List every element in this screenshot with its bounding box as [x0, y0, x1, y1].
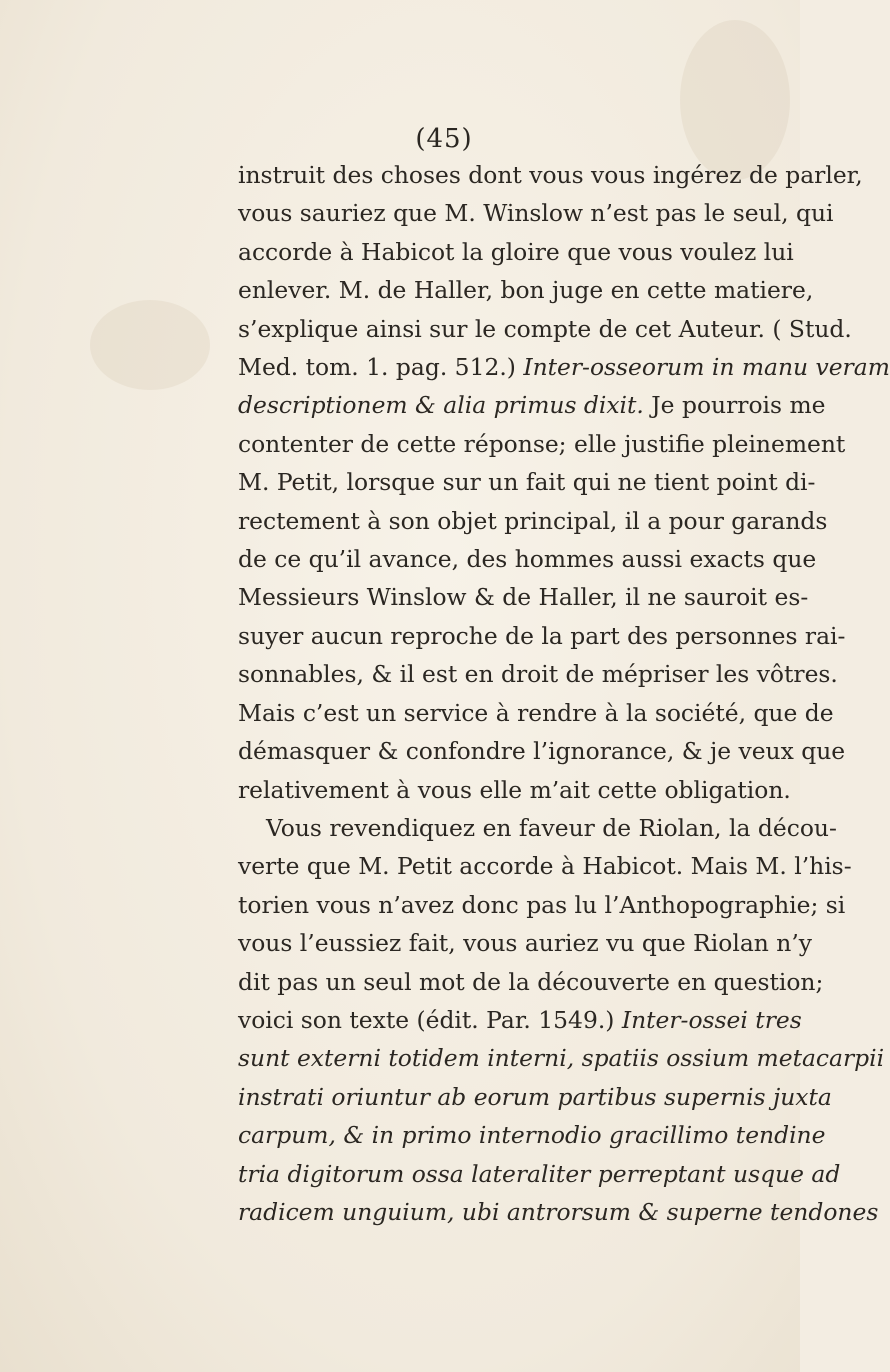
text-line: instruit des choses dont vous vous ingérez de parler, — [238, 161, 863, 189]
text-line — [238, 386, 826, 424]
text-line: accorde à Habicot la gloire que vous voulez lui — [238, 237, 794, 266]
text-line: enlever. M. de Haller, bon juge en cette matiere, — [238, 276, 814, 305]
roman-text: voici son texte (édit. Par. 1549.) — [238, 1005, 622, 1034]
italic-text: Inter-ossei tres — [621, 1005, 802, 1034]
text-line: instrati oriuntur ab eorum partibus supernis juxta — [238, 1082, 832, 1111]
text-line: s’explique ainsi sur le compte de cet Auteur. ( Stud. — [238, 314, 852, 343]
roman-text: Je pourrois me — [643, 391, 826, 420]
text-line: sonnables, & il est en droit de mépriser les vôtres. — [238, 660, 838, 689]
text-line: M. Petit, lorsque sur un fait qui ne tient point di- — [238, 468, 816, 497]
page-number: (45) — [415, 124, 473, 154]
text-body — [238, 156, 890, 1231]
text-line: démasquer & confondre l’ignorance, & je veux que — [238, 737, 846, 766]
text-line: vous sauriez que M. Winslow n’est pas le seul, qui — [238, 199, 834, 228]
text-line: tria digitorum ossa lateraliter perreptant usque ad — [238, 1159, 841, 1188]
text-line: vous l’eussiez fait, vous auriez vu que Riolan n’y — [238, 929, 812, 958]
roman-text: Med. tom. 1. pag. 512.) — [238, 353, 524, 382]
text-line: suyer aucun reproche de la part des personnes rai- — [238, 621, 846, 650]
text-line: radicem unguium, ubi antrorsum & superne tendones — [238, 1197, 879, 1226]
text-line: contenter de cette réponse; elle justifie pleinement — [238, 429, 846, 458]
text-line: verte que M. Petit accorde à Habicot. Mais M. l’his- — [238, 852, 852, 881]
paper-stain — [90, 300, 210, 390]
text-line: sunt externi totidem interni, spatiis ossium metacarpii — [238, 1044, 885, 1073]
text-line: dit pas un seul mot de la découverte en question; — [238, 967, 824, 996]
text-line: Vous revendiquez en faveur de Riolan, la décou- — [266, 813, 837, 842]
italic-text: Inter-osseorum in manu veram — [523, 353, 890, 382]
text-line: torien vous n’avez donc pas lu l’Anthopographie; si — [238, 890, 846, 919]
italic-text: descriptionem & alia primus dixit. — [238, 391, 644, 420]
text-line: Messieurs Winslow & de Haller, il ne sauroit es- — [238, 583, 809, 612]
text-line: rectement à son objet principal, il a pour garands — [238, 506, 828, 535]
text-line: de ce qu’il avance, des hommes aussi exacts que — [238, 545, 817, 574]
text-line: relativement à vous elle m’ait cette obligation. — [238, 775, 791, 804]
text-line: carpum, & in primo internodio gracillimo tendine — [238, 1121, 826, 1150]
text-line — [238, 348, 890, 386]
text-line — [238, 1001, 802, 1039]
text-line: Mais c’est un service à rendre à la société, que de — [238, 698, 834, 727]
